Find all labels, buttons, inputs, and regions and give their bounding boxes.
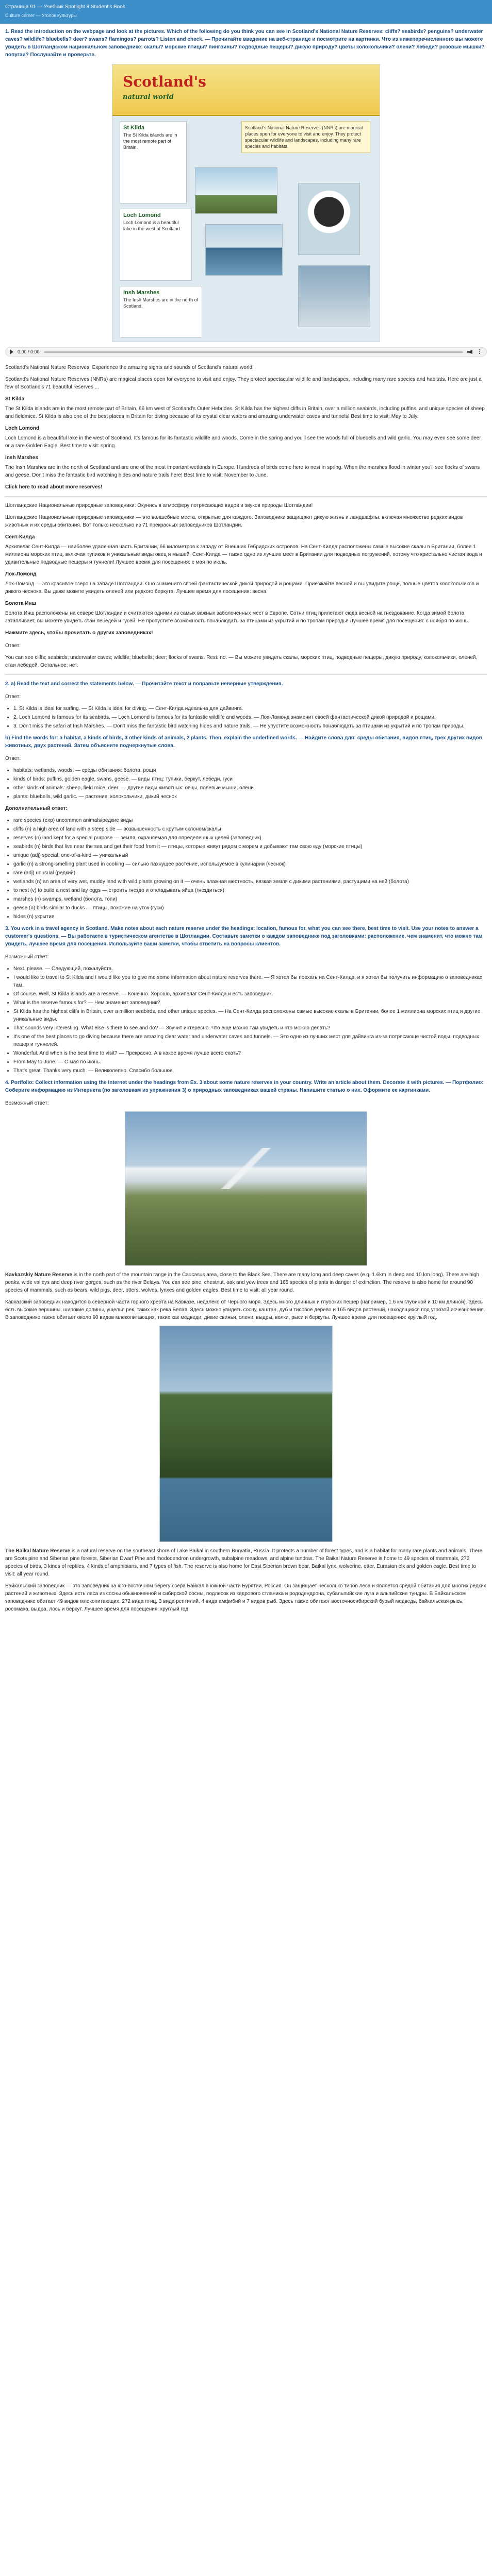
audio-player[interactable] bbox=[5, 347, 487, 357]
list-item: • hides (n) укрытия bbox=[13, 913, 487, 921]
kavkaz-ru: Кавказский заповедник находится в северной части горного хребта на Кавказе, недалеко от Черного моря. Здесь много длинных и глубоких пещер (например, 1.6 км глубиной и 10 км длиной). Здесь есть высокие вершины, широкие долины, ущелья рек, таких как река Белая. Здесь можно увидеть сосну, каштан, дуб и тисовое дерево и 165 видов растений, находящихся под угрозой исчезновения. В заповеднике также обитает около 90 видов млекопитающих, таких как медведи, дикие свиньи, олени, выдры, волки, рыси и беркуты. Лучшее время для посещения: круглый год. bbox=[5, 1299, 485, 1320]
task2b-extra-list bbox=[13, 817, 487, 921]
list-item: • Next, please. — Следующий, пожалуйста. bbox=[13, 965, 487, 973]
divider bbox=[5, 674, 487, 675]
ru-heading-st-kilda: Сент-Килда bbox=[5, 534, 35, 540]
section-subtitle: Culture corner — Уголок культуры bbox=[5, 13, 77, 18]
volume-icon[interactable] bbox=[467, 350, 472, 354]
figure-panel-text: The Insh Marshes are in the north of Scotland. bbox=[123, 297, 199, 309]
puffin-image bbox=[298, 183, 360, 255]
list-item: • What is the reserve famous for? — Чем знаменит заповедник? bbox=[13, 999, 487, 1007]
en-text-st-kilda: The St Kilda islands are in the most remote part of Britain, 66 km west of Scotland's Outer Hebrides. St Kilda has the highest cliffs in Britain, over a million seabirds, including puffins, and unique species of sheep and fieldmice. St Kilda is also one of the best places in Britain for diving because of its crystal clear waters and amazing underwater caves and tunnels! Best time to visit: May to July. bbox=[5, 406, 485, 419]
answer1-text: You can see cliffs; seabirds; underwater caves; wildlife; bluebells; deer; flocks of swans. Rest: no. — Вы можете увидеть скалы, морских птиц, подводные пещеры, дикую природу, колокольчики, оленей, стаи лебедей. Остальное: нет. bbox=[5, 655, 478, 668]
task4-question: 4. Portfolio: Collect information using the Internet under the headings from Ex. 3 about some nature reserves in your country. Write an article about them. Decorate it with pictures. — Портфолио: Соберите информацию из Интернета (по заголовкам из упражнения 3) о природных заповедниках вашей страны. Напишите статью о них. Оформите ее картинками. bbox=[5, 1080, 484, 1093]
figure-panel-title: St Kilda bbox=[123, 125, 144, 131]
list-item: • rare species (exp) uncommon animals/редкие виды bbox=[13, 817, 487, 824]
list-item: • kinds of birds: puffins, golden eagle, swans, geese. — виды птиц: тупики, беркут, лебеди, гуси bbox=[13, 775, 487, 783]
en-heading-loch-lomond: Loch Lomond bbox=[5, 426, 40, 431]
list-item: • rare (adj) unusual (редкий) bbox=[13, 869, 487, 877]
list-item: • I would like to travel to St Kilda and I would like you to give me some information about nature reserves there. — Я хотел бы поехать на Сент-Килда, и я хотел бы получить информацию о заповедниках там. bbox=[13, 974, 487, 989]
cliffs-image bbox=[195, 167, 277, 214]
task2b-extra-label: Дополнительный ответ: bbox=[5, 806, 68, 811]
ru-text-insh-marshes: Болота Инш расположены на севере Шотландии и считаются одними из самых важных заболоченных мест в Европе. Сотни птиц прилетают сюда весной на гнездование. Когда зимой болота затапливает, вы можете увидеть стаи лебедей и гусей. Не пропустите возможность понаблюдать за птицами из укрытий и по тропам природы! Лучшее время для посещения: с ноября по июнь. bbox=[5, 611, 469, 624]
audio-time: 0:00 / 0:00 bbox=[18, 349, 40, 354]
en-heading-insh-marshes: Insh Marshes bbox=[5, 455, 38, 461]
eagle-image bbox=[298, 265, 370, 327]
list-item: • That sounds very interesting. What else is there to see and do? — Звучит интересно. Что еще можно там увидеть и что можно делать? bbox=[13, 1024, 487, 1032]
en-heading-st-kilda: St Kilda bbox=[5, 396, 25, 402]
figure-panel-loch-lomond bbox=[120, 209, 192, 281]
list-item: • garlic (n) a strong-smelling plant used in cooking — сильно пахнущее растение, используемое в кулинарии (чеснок) bbox=[13, 860, 487, 868]
en-intro1: Scotland's National Nature Reserves: Experience the amazing sights and sounds of Scotland's natural world! bbox=[5, 365, 254, 370]
ru-text-loch-lomond: Лох-Ломонд — это красивое озеро на западе Шотландии. Оно знаменито своей фантастической дикой природой и рощами. Приезжайте весной и вы увидите рощи, полные цветов колокольчиков и дикого чеснока. Вы даже можете увидеть оленей или редкого беркута. Лучшее время для посещения: весна. bbox=[5, 581, 479, 595]
list-item: • St Kilda has the highest cliffs in Britain, over a million seabirds, and other unique species. — На Сент-Килда расположены самые высокие скалы в Британии, более 1 миллиона морских птиц и другие уникальные виды. bbox=[13, 1008, 487, 1023]
play-icon[interactable] bbox=[10, 349, 13, 354]
en-intro2: Scotland's National Nature Reserves (NNRs) are magical places open for everyone to visit and enjoy. They protect spectacular wildlife and landscapes, including many rare species and habitats. Here are just a few of Scotland's 71 beautiful reserves ... bbox=[5, 377, 482, 390]
task3-answer-label: Возможный ответ: bbox=[5, 954, 49, 960]
kavkaz-title: Kavkazskiy Nature Reserve bbox=[5, 1272, 73, 1278]
figure-panel-insh-marshes bbox=[120, 286, 202, 337]
baikal-title: The Baikal Nature Reserve bbox=[5, 1548, 71, 1554]
loch-image bbox=[205, 224, 283, 276]
baikal-en bbox=[5, 1547, 487, 1578]
figure-logo bbox=[123, 74, 206, 105]
figure-panel-st-kilda bbox=[120, 121, 187, 204]
list-item: • wetlands (n) an area of very wet, muddy land with wild plants growing on it — очень влажная местность, вязкая земля с дикими растениями, растущими на ней (болота) bbox=[13, 878, 487, 886]
list-item: • That's great. Thanks very much. — Великолепно. Спасибо большое. bbox=[13, 1067, 487, 1075]
list-item: • From May to June. — С мая по июнь. bbox=[13, 1058, 487, 1066]
list-item: • 1. St Kilda is ideal for surfing. — St Kilda is ideal for diving. — Сент-Килда идеальна для дайвинга. bbox=[13, 705, 487, 713]
list-item: • seabirds (n) birds that live near the sea and get their food from it — птицы, которые живут рядом с морем и добывают там свою еду (морские птицы) bbox=[13, 843, 487, 851]
list-item: • unique (adj) special, one-of-a-kind — уникальный bbox=[13, 852, 487, 859]
list-item: • 2. Loch Lomond is famous for its seabirds. — Loch Lomond is famous for its fantastic wildlife and woods. — Лох-Ломонд знаменит своей фантастической дикой природой и рощами. bbox=[13, 714, 487, 721]
mountain-snow bbox=[125, 1148, 367, 1189]
divider bbox=[5, 496, 487, 497]
list-item: • It's one of the best places to go diving because there are amazing clear water and underwater caves and tunnels. — Это одно из лучших мест для дайвинга из-за потрясающе чистой воды, подводных пещер и туннелей. bbox=[13, 1033, 487, 1048]
list-item: • Wonderful. And when is the best time to visit? — Прекрасно. А в какое время лучше всего ехать? bbox=[13, 1049, 487, 1057]
figure-logo-main: Scotland's bbox=[123, 73, 206, 90]
ru-intro2: Шотландские Национальные природные заповедники — это волшебные места, открытые для каждого. Заповедники защищают дикую жизнь и ландшафты, включая множество редких видов животных и их среды обитания. Вот только несколько из 71 прекрасных заповедников Шотландии. bbox=[5, 515, 463, 528]
answer1-label: Ответ: bbox=[5, 643, 21, 649]
task2-list bbox=[13, 705, 487, 730]
task2b-question: b) Find the words for: a habitat, a kinds of birds, 3 other kinds of animals, 2 plants. Then, explain the underlined words. — Найдите слова для: среды обитания, видов птиц, трех других видов животных, двух растений. Затем объясните подчеркнутые слова. bbox=[5, 735, 482, 749]
task3-list bbox=[13, 965, 487, 1075]
baikal-ru: Байкальский заповедник — это заповедник на юго-восточном берегу озера Байкал в южной части Бурятии, Россия. Он защищает несколько типов леса и является средой обитания для многих редких растений и животных. Здесь есть леса из сосны обыкновенной и сибирской сосны, подлесок из кедрового стланика и рододендрона, субальпийские луга и альпийские тундры. В Байкальском заповеднике обитает 49 видов млекопитающих, 272 вида птиц, 3 вида рептилий, 4 вида амфибий и 7 видов рыб. Здесь также обитают восточносибирский бурый медведь, байкальская рысь, росомаха, выдра, лось и беркут. Лучшее время для посещения: круглый год. bbox=[5, 1583, 486, 1612]
baikal-en-text: is a natural reserve on the southeast shore of Lake Baikal in southern Buryatia, Russia. It protects a number of forest types, and is a habitat for many rare plants and animals. There are Scots pine and Siberian pine forests, Siberian Dwarf Pine and rhododendron undergrowth, subalpine meadows, and alpine tundras. The Baikal Nature Reserve is home to 49 species of mammals, 272 species of birds, 3 kinds of reptiles, 4 kinds of amphibians, and 7 types of fish. The reserve is also home for East Siberian brown bear, Baikal lynx, wolverine, otter, Eurasian elk and golden eagle. Best time to visit: all year round. bbox=[5, 1548, 483, 1577]
webpage-figure bbox=[112, 64, 380, 342]
ru-text-st-kilda: Архипелаг Сент-Килда — наиболее удаленная часть Британии, 66 километров к западу от Внешних Гебридских островов. На Сент-Килда расположены самые высокие скалы в Британии, более 1 миллиона морских птиц, включая тупиков и уникальные виды овец и мышей. Сент-Килда — также одно из лучших мест в Британии для подводных погружений, потому что кристально чистая вода и удивительные подводные пещеры и туннели! Лучшее время для посещения: с мая по июль. bbox=[5, 544, 482, 565]
list-item: • reserves (n) land kept for a special purpose — земля, охраняемая для определенных целей (заповедник) bbox=[13, 834, 487, 842]
kavkaz-en-text: is in the north part of the mountain range in the Caucasus area, close to the Black Sea. There are many long and deep caves (e.g. 1.6km in deep and 10 km long). There are high peaks, wide valleys and deep river gorges, such as the river Belaya. You can see pine, chestnut, oak and yew trees and 165 species of plants in danger of extinction. The reserve is also home for around 90 species of mammals, such as bears, wild pigs, deer, otters, wolves, lynxes and golden eagles. Best time to visit: all year round. bbox=[5, 1272, 480, 1293]
task2b-list bbox=[13, 767, 487, 801]
main-content bbox=[0, 24, 492, 1613]
figure-panel-text: The St Kilda islands are in the most remote part of Britain. bbox=[123, 132, 177, 150]
ru-heading-loch-lomond: Лох-Ломонд bbox=[5, 571, 37, 577]
figure-intro: Scotland's National Nature Reserves (NNRs) are magical places open for everyone to visit and enjoy. They protect spectacular wildlife and landscapes, including many rare species and habitats. bbox=[241, 121, 370, 153]
ru-click-here: Нажмите здесь, чтобы прочитать о других заповедниках! bbox=[5, 630, 153, 636]
figure-logo-sub: natural world bbox=[123, 93, 174, 101]
task1-question: 1. Read the introduction on the webpage and look at the pictures. Which of the following do you think you can see in Scotland's National Nature Reserves: cliffs? seabirds? penguins? underwater caves? wildlife? bluebells? deer? swans? flamingos? parrots? Listen and check. — Прочитайте введение на веб-странице и посмотрите на картинки. Что из нижеперечисленного вы можете увидеть в Шотландском национальном заповеднике: скалы? морские птицы? пингвины? подводные пещеры? дикую природу? цветы колокольчики? олени? лебеди? розовые мышки? попугаи? Послушайте и проверьте. bbox=[5, 29, 485, 58]
figure-panel-text: Loch Lomond is a beautiful lake in the west of Scotland. bbox=[123, 220, 182, 231]
ru-heading-insh-marshes: Болота Инш bbox=[5, 601, 36, 606]
caucasus-photo bbox=[125, 1111, 367, 1266]
list-item: • marshes (n) swamps, wetland (болота, топи) bbox=[13, 895, 487, 903]
figure-panel-title: Loch Lomond bbox=[123, 212, 161, 218]
figure-panel-title: Insh Marshes bbox=[123, 290, 160, 296]
baikal-photo bbox=[159, 1326, 333, 1542]
task2-question: 2. a) Read the text and correct the statements below. — Прочитайте текст и поправьте неверные утверждения. bbox=[5, 681, 283, 687]
task2-answer-label: Ответ: bbox=[5, 694, 21, 700]
list-item: • other kinds of animals: sheep, field mice, deer. — другие виды животных: овцы, полевые мыши, олени bbox=[13, 784, 487, 792]
list-item: • habitats: wetlands, woods. — среды обитания: болота, рощи bbox=[13, 767, 487, 774]
list-item: • 3. Don't miss the safari at Insh Marshes. — Don't miss the fantastic bird watching hides and nature trails. — Не упустите возможность понаблюдать за птицами из укрытий и по тропам природы. bbox=[13, 722, 487, 730]
page-title: Страница 91 — Учебник Spotlight 8 Student's Book bbox=[5, 4, 125, 10]
list-item: • Of course. Well, St Kilda islands are a reserve. — Конечно. Хорошо, архипелаг Сент-Килда и есть заповедник. bbox=[13, 990, 487, 998]
kavkaz-en bbox=[5, 1271, 487, 1294]
audio-progress[interactable] bbox=[44, 351, 463, 353]
figure-banner bbox=[112, 64, 380, 116]
en-click-here: Click here to read about more reserves! bbox=[5, 484, 103, 490]
task4-answer-label: Возможный ответ: bbox=[5, 1100, 49, 1106]
list-item: • geese (n) birds similar to ducks — птицы, похожие на уток (гуси) bbox=[13, 904, 487, 912]
task2b-answer-label: Ответ: bbox=[5, 756, 21, 761]
list-item: • plants: bluebells, wild garlic. — растения: колокольчики, дикий чеснок bbox=[13, 793, 487, 801]
more-options-icon[interactable]: ⋮ bbox=[477, 349, 482, 355]
en-text-loch-lomond: Loch Lomond is a beautiful lake in the west of Scotland. It's famous for its fantastic wildlife and woods. Come in the spring and you'll see the woods full of bluebells and wild garlic. You may even see some deer or a rare Golden Eagle. Best time to visit: spring. bbox=[5, 435, 481, 449]
breadcrumb-bar bbox=[0, 0, 492, 24]
list-item: • cliffs (n) a high area of land with a steep side — возвышенность с крутым склоном/скалы bbox=[13, 825, 487, 833]
en-text-insh-marshes: The Insh Marshes are in the north of Scotland and are one of the most important wetlands in Europe. Hundreds of birds come here to nest in spring. When the marshes flood in winter you'll see flocks of swans and geese. Don't miss the fantastic bird watching hides and nature trails here! Best time to visit: November to June. bbox=[5, 465, 480, 478]
list-item: • to nest (v) to build a nest and lay eggs — строить гнездо и откладывать яйца (гнездиться) bbox=[13, 887, 487, 894]
ru-intro1: Шотландские Национальные природные заповедники: Окунись в атмосферу потрясающих видов и звуков природы Шотландии! bbox=[5, 503, 313, 509]
task3-question: 3. You work in a travel agency in Scotland. Make notes about each nature reserve under the headings: location, famous for, what you can see there, best time to visit. Use your notes to answer a customer's questions. — Вы работаете в туристическом агентстве в Шотландии. Составьте заметки о каждом заповеднике под заголовками: расположение, чем знаменит, что можно там увидеть, лучшее время для посещения. Используйте ваши заметки, чтобы ответить на вопросы клиентов. bbox=[5, 926, 483, 947]
